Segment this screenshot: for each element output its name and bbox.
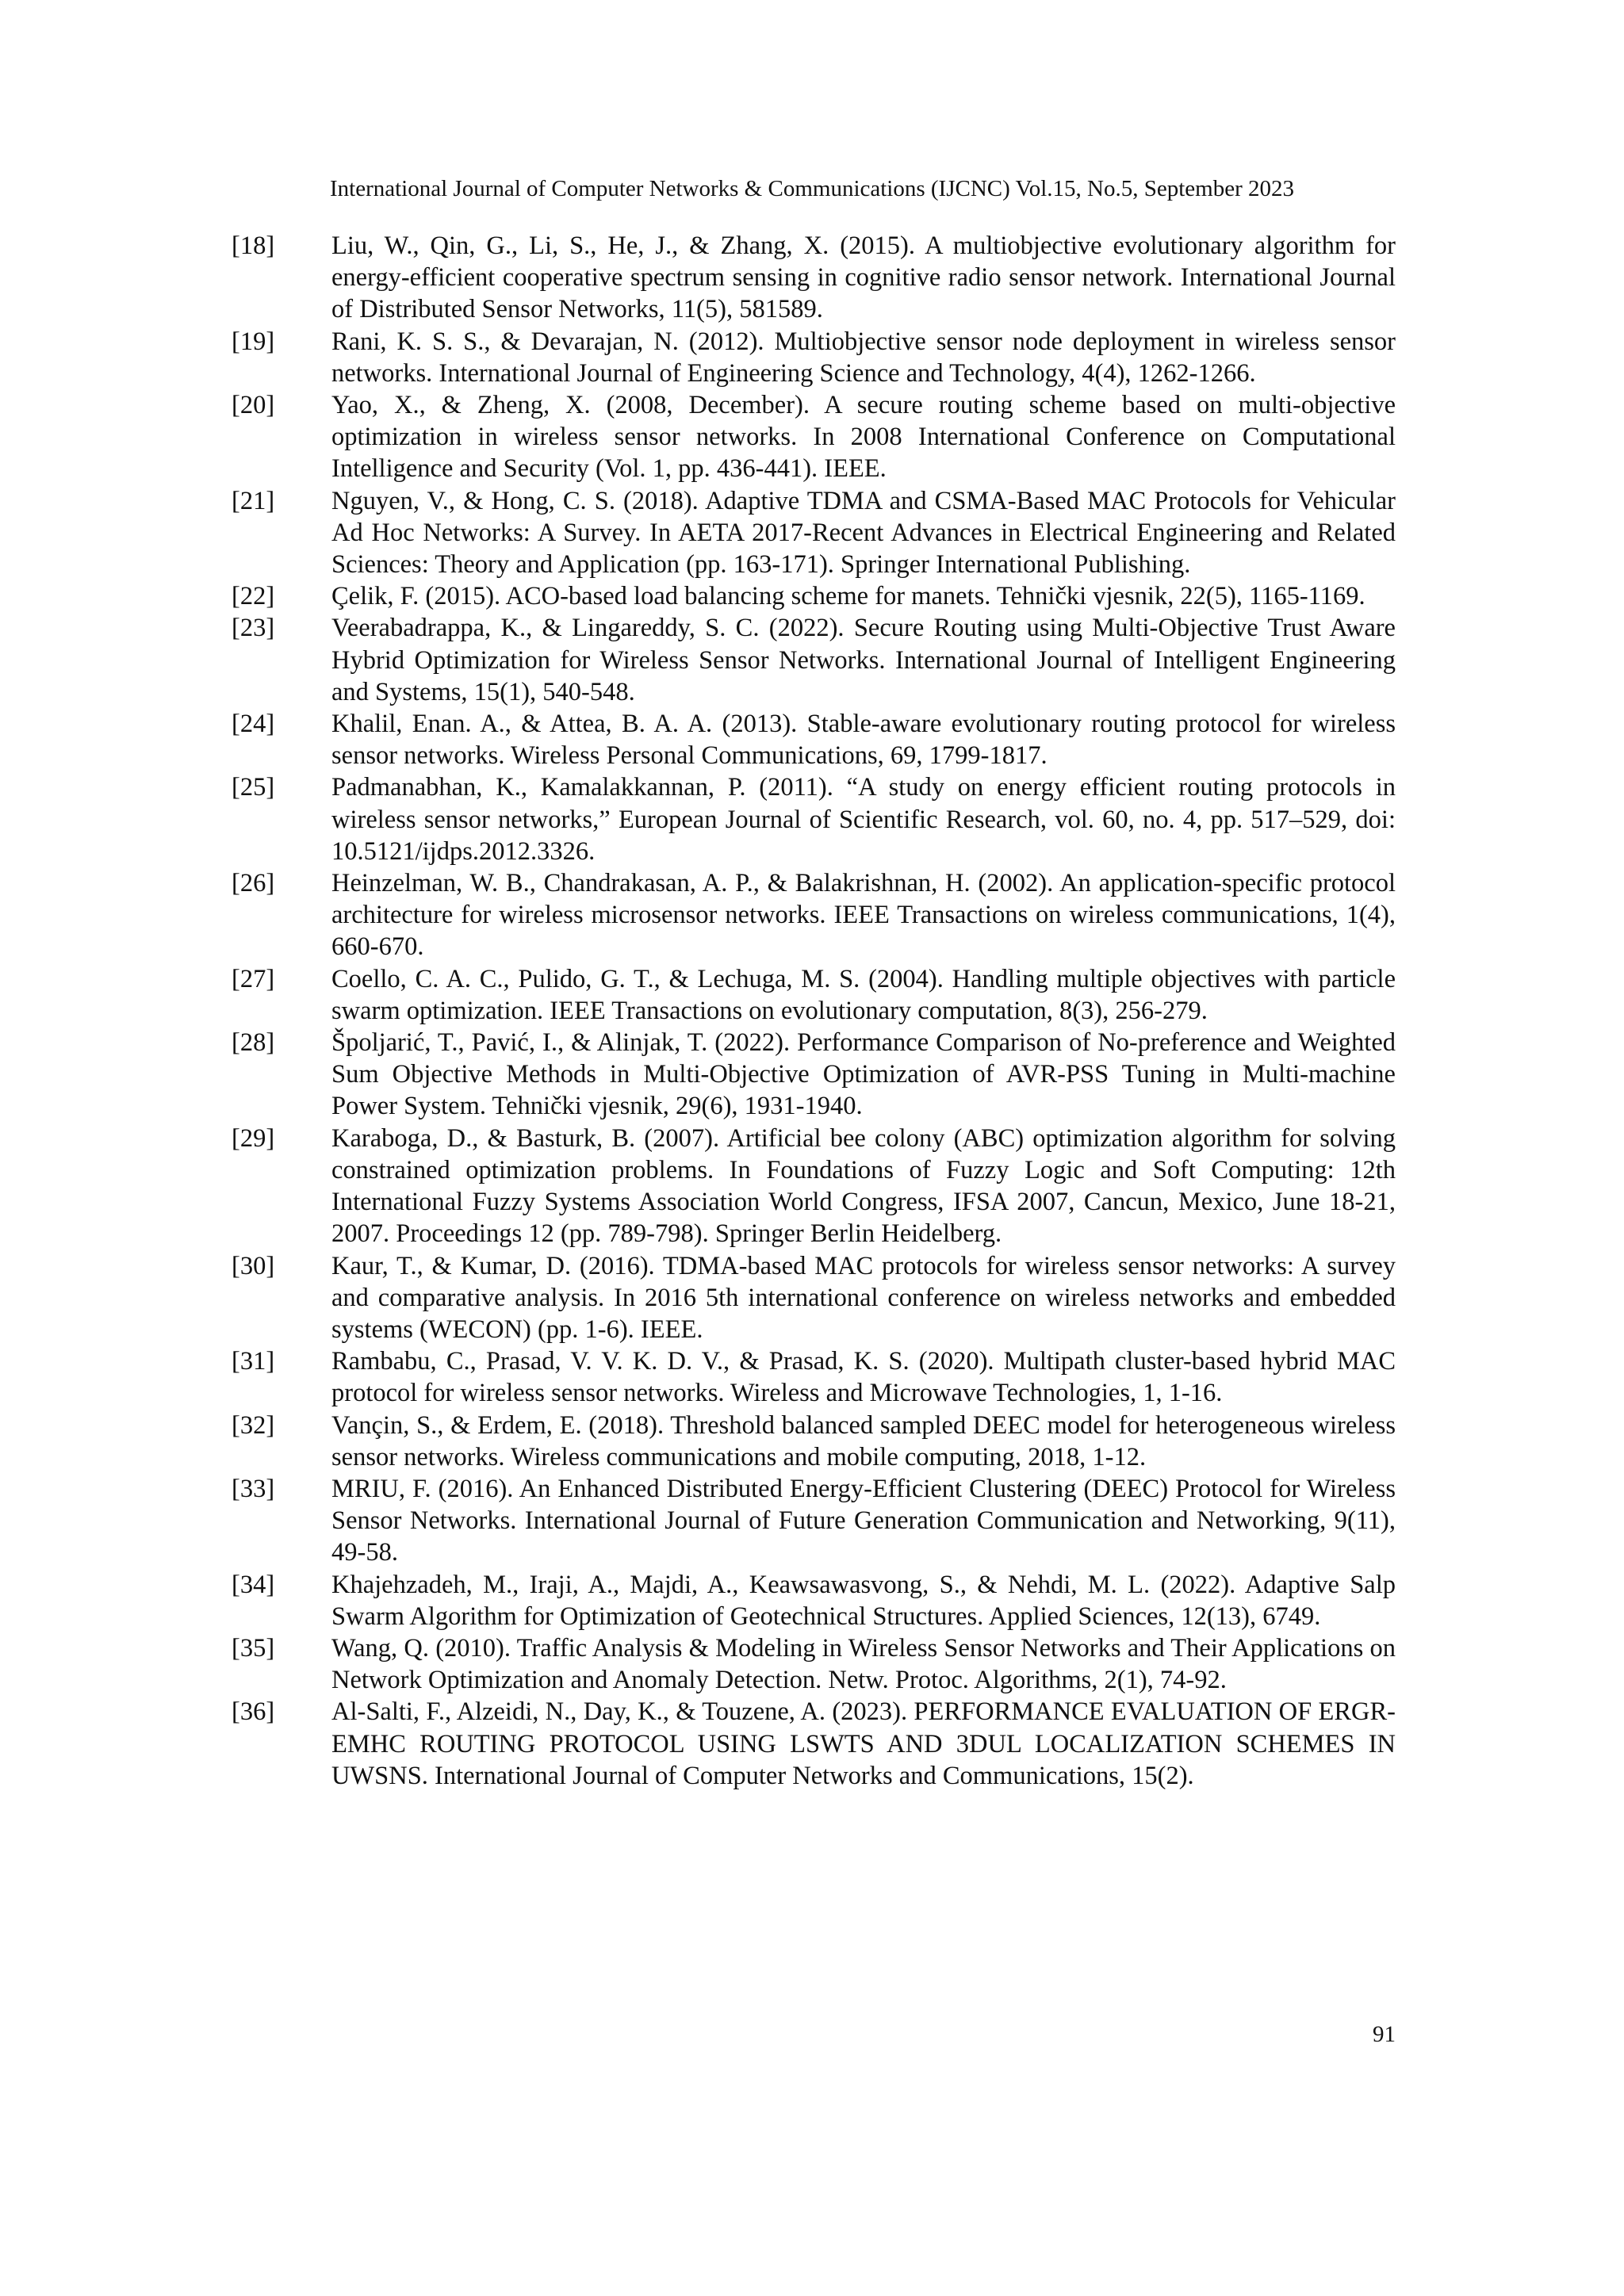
reference-item <box>232 1123 1396 1250</box>
reference-text: Al-Salti, F., Alzeidi, N., Day, K., & Touzene, A. (2023). PERFORMANCE EVALUATION OF ERGR-EMHC ROUTING PROTOCOL USING LSWTS AND 3DUL LOCALIZATION SCHEMES IN UWSNS. International Journal of Computer Networks and Communications, 15(2). <box>331 1697 1396 1790</box>
reference-number: [35] <box>232 1633 275 1663</box>
reference-item <box>232 1410 1396 1473</box>
reference-number: [19] <box>232 327 275 356</box>
reference-item <box>232 1027 1396 1123</box>
reference-text: Liu, W., Qin, G., Li, S., He, J., & Zhang, X. (2015). A multiobjective evolutionary algorithm for energy-efficient cooperative spectrum sensing in cognitive radio sensor network. International Journal of Distributed Sensor Networks, 11(5), 581589. <box>331 232 1396 324</box>
reference-text: MRIU, F. (2016). An Enhanced Distributed Energy-Efficient Clustering (DEEC) Protocol for Wireless Sensor Networks. International Journal of Future Generation Communication and Networking, 9(11), 49-58. <box>331 1474 1396 1567</box>
reference-text: Khalil, Enan. A., & Attea, B. A. A. (2013). Stable-aware evolutionary routing protocol for wireless sensor networks. Wireless Personal Communications, 69, 1799-1817. <box>331 710 1396 771</box>
reference-item <box>232 485 1396 581</box>
reference-text: Kaur, T., & Kumar, D. (2016). TDMA-based MAC protocols for wireless sensor networks: A survey and comparative analysis. In 2016 5th international conference on wireless networks and embedded systems (WECON) (pp. 1-6). IEEE. <box>331 1251 1396 1344</box>
reference-number: [23] <box>232 614 275 643</box>
reference-number: [26] <box>232 869 275 898</box>
reference-item <box>232 1569 1396 1632</box>
reference-text: Nguyen, V., & Hong, C. S. (2018). Adaptive TDMA and CSMA-Based MAC Protocols for Vehicular Ad Hoc Networks: A Survey. In AETA 2017-Recent Advances in Electrical Engineering and Related Sciences: Theory and Application (pp. 163-171). Springer International Publishing. <box>331 486 1396 580</box>
reference-number: [28] <box>232 1028 275 1058</box>
page-number: 91 <box>1373 2022 1396 2047</box>
reference-text: Khajehzadeh, M., Iraji, A., Majdi, A., Keawsawasvong, S., & Nehdi, M. L. (2022). Adaptive Salp Swarm Algorithm for Optimization of Geotechnical Structures. Applied Sciences, 12(13), 6749. <box>331 1570 1396 1631</box>
reference-text: Coello, C. A. C., Pulido, G. T., & Lechuga, M. S. (2004). Handling multiple objectives with particle swarm optimization. IEEE Transactions on evolutionary computation, 8(3), 256-279. <box>331 964 1396 1025</box>
reference-number: [22] <box>232 582 275 611</box>
reference-item <box>232 1696 1396 1792</box>
reference-text: Heinzelman, W. B., Chandrakasan, A. P., & Balakrishnan, H. (2002). An application-specific protocol architecture for wireless microsensor networks. IEEE Transactions on wireless communications, 1(4), 660-670. <box>331 869 1396 962</box>
reference-number: [32] <box>232 1410 275 1440</box>
reference-number: [33] <box>232 1474 275 1503</box>
reference-item <box>232 1473 1396 1569</box>
reference-number: [24] <box>232 710 275 739</box>
reference-item <box>232 230 1396 326</box>
reference-text: Veerabadrappa, K., & Lingareddy, S. C. (2022). Secure Routing using Multi-Objective Trust Aware Hybrid Optimization for Wireless Sensor Networks. International Journal of Intelligent Engineering and Systems, 15(1), 540-548. <box>331 614 1396 706</box>
reference-item <box>232 612 1396 708</box>
reference-item <box>232 771 1396 867</box>
reference-list <box>232 230 1396 1792</box>
reference-item <box>232 867 1396 963</box>
reference-item <box>232 389 1396 485</box>
reference-text: Špoljarić, T., Pavić, I., & Alinjak, T. (2022). Performance Comparison of No-preference and Weighted Sum Objective Methods in Multi-Objective Optimization of AVR-PSS Tuning in Multi-machine Power System. Tehnički vjesnik, 29(6), 1931-1940. <box>331 1028 1396 1121</box>
reference-text: Wang, Q. (2010). Traffic Analysis & Modeling in Wireless Sensor Networks and Their Applications on Network Optimization and Anomaly Detection. Netw. Protoc. Algorithms, 2(1), 74-92. <box>331 1633 1396 1695</box>
reference-item <box>232 326 1396 389</box>
reference-text: Rambabu, C., Prasad, V. V. K. D. V., & Prasad, K. S. (2020). Multipath cluster-based hybrid MAC protocol for wireless sensor networks. Wireless and Microwave Technologies, 1, 1-16. <box>331 1347 1396 1408</box>
reference-number: [27] <box>232 964 275 993</box>
reference-item <box>232 1345 1396 1409</box>
reference-text: Çelik, F. (2015). ACO-based load balancing scheme for manets. Tehnički vjesnik, 22(5), 1165-1169. <box>331 582 1365 611</box>
reference-number: [20] <box>232 391 275 420</box>
reference-item <box>232 580 1396 612</box>
reference-text: Padmanabhan, K., Kamalakkannan, P. (2011). “A study on energy efficient routing protocols in wireless sensor networks,” European Journal of Scientific Research, vol. 60, no. 4, pp. 517–529, doi: 10.5121/ijdps.2012.3326. <box>331 773 1396 866</box>
reference-number: [30] <box>232 1251 275 1280</box>
reference-item <box>232 1632 1396 1696</box>
reference-text: Karaboga, D., & Basturk, B. (2007). Artificial bee colony (ABC) optimization algorithm for solving constrained optimization problems. In Foundations of Fuzzy Logic and Soft Computing: 12th International Fuzzy Systems Association World Congress, IFSA 2007, Cancun, Mexico, June 18-21, 2007. Proceedings 12 (pp. 789-798). Springer Berlin Heidelberg. <box>331 1123 1396 1249</box>
reference-text: Vançin, S., & Erdem, E. (2018). Threshold balanced sampled DEEC model for heterogeneous wireless sensor networks. Wireless communications and mobile computing, 2018, 1-12. <box>331 1410 1396 1471</box>
reference-number: [29] <box>232 1123 275 1153</box>
reference-text: Yao, X., & Zheng, X. (2008, December). A secure routing scheme based on multi-objective optimization in wireless sensor networks. In 2008 International Conference on Computational Intelligence and Security (Vol. 1, pp. 436-441). IEEE. <box>331 391 1396 484</box>
reference-text: Rani, K. S. S., & Devarajan, N. (2012). Multiobjective sensor node deployment in wireless sensor networks. International Journal of Engineering Science and Technology, 4(4), 1262-1266. <box>331 327 1396 388</box>
reference-number: [34] <box>232 1570 275 1599</box>
reference-item <box>232 708 1396 771</box>
reference-number: [18] <box>232 232 275 260</box>
reference-number: [21] <box>232 486 275 515</box>
reference-item <box>232 963 1396 1027</box>
running-header: International Journal of Computer Networks & Communications (IJCNC) Vol.15, No.5, September 2023 <box>330 176 1294 201</box>
reference-number: [36] <box>232 1697 275 1727</box>
reference-number: [31] <box>232 1347 275 1376</box>
reference-number: [25] <box>232 773 275 802</box>
reference-item <box>232 1250 1396 1346</box>
